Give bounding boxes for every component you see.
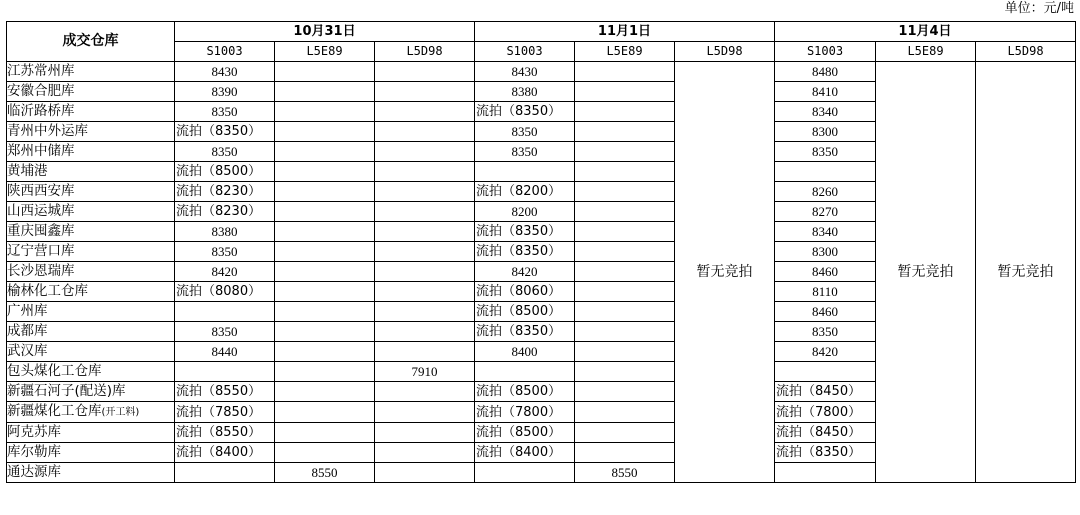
price-cell xyxy=(375,142,475,162)
code-header: L5D98 xyxy=(675,42,775,62)
price-cell xyxy=(275,202,375,222)
warehouse-name-text: 江苏常州库 xyxy=(7,63,75,79)
warehouse-name-text: 青州中外运库 xyxy=(7,123,88,139)
price-cell: 8380 xyxy=(475,82,575,102)
price-cell xyxy=(575,62,675,82)
price-cell xyxy=(375,382,475,402)
warehouse-name xyxy=(7,242,175,262)
warehouse-name-text: 郑州中储库 xyxy=(7,143,75,159)
price-cell: 流拍（8350） xyxy=(175,122,275,142)
no-bid-cell: 暂无竞拍 xyxy=(976,62,1076,483)
price-cell: 8350 xyxy=(475,122,575,142)
price-cell: 8430 xyxy=(175,62,275,82)
price-cell xyxy=(175,362,275,382)
price-cell: 流拍（8400） xyxy=(175,443,275,463)
warehouse-name xyxy=(7,443,175,463)
price-cell xyxy=(475,362,575,382)
code-header: L5E89 xyxy=(275,42,375,62)
price-cell: 8270 xyxy=(775,202,876,222)
price-cell xyxy=(275,222,375,242)
price-cell xyxy=(575,423,675,443)
price-cell: 8350 xyxy=(175,322,275,342)
price-cell xyxy=(575,302,675,322)
price-cell xyxy=(375,162,475,182)
code-header: L5E89 xyxy=(575,42,675,62)
price-cell xyxy=(475,162,575,182)
warehouse-name-text: 山西运城库 xyxy=(7,203,75,219)
price-cell xyxy=(475,463,575,483)
price-cell xyxy=(375,102,475,122)
warehouse-name xyxy=(7,302,175,322)
price-cell: 8550 xyxy=(275,463,375,483)
price-cell: 8460 xyxy=(775,262,876,282)
price-cell: 流拍（7850） xyxy=(175,402,275,423)
code-header: S1003 xyxy=(175,42,275,62)
price-cell: 8350 xyxy=(175,102,275,122)
price-cell xyxy=(575,82,675,102)
price-cell: 8200 xyxy=(475,202,575,222)
date-header: 11月1日 xyxy=(475,22,775,42)
price-cell: 8420 xyxy=(175,262,275,282)
price-cell: 流拍（8350） xyxy=(475,322,575,342)
warehouse-name-text: 阿克苏库 xyxy=(7,424,61,440)
warehouse-name-text: 临沂路桥库 xyxy=(7,103,75,119)
price-cell xyxy=(275,262,375,282)
price-cell: 8420 xyxy=(475,262,575,282)
price-cell xyxy=(375,242,475,262)
price-cell xyxy=(375,322,475,342)
price-cell xyxy=(575,102,675,122)
price-cell xyxy=(275,82,375,102)
warehouse-name-text: 广州库 xyxy=(7,303,48,319)
price-cell xyxy=(575,202,675,222)
warehouse-name xyxy=(7,222,175,242)
warehouse-name xyxy=(7,362,175,382)
price-cell: 8380 xyxy=(175,222,275,242)
no-bid-cell: 暂无竞拍 xyxy=(675,62,775,483)
price-cell xyxy=(375,282,475,302)
price-cell: 8390 xyxy=(175,82,275,102)
price-cell: 流拍（8450） xyxy=(775,423,876,443)
price-cell: 8350 xyxy=(775,322,876,342)
price-cell xyxy=(575,362,675,382)
price-cell: 8350 xyxy=(775,142,876,162)
date-header: 11月4日 xyxy=(775,22,1076,42)
price-cell xyxy=(575,402,675,423)
price-cell: 8300 xyxy=(775,242,876,262)
warehouse-name xyxy=(7,322,175,342)
price-cell xyxy=(375,202,475,222)
price-cell xyxy=(575,382,675,402)
price-cell xyxy=(275,162,375,182)
price-cell: 8260 xyxy=(775,182,876,202)
price-cell xyxy=(575,322,675,342)
price-cell xyxy=(275,122,375,142)
price-cell: 流拍（8500） xyxy=(175,162,275,182)
price-cell xyxy=(575,342,675,362)
warehouse-name-text: 榆林化工仓库 xyxy=(7,283,88,299)
price-cell: 7910 xyxy=(375,362,475,382)
price-cell xyxy=(375,122,475,142)
price-cell xyxy=(375,402,475,423)
price-cell xyxy=(175,463,275,483)
price-cell: 流拍（8550） xyxy=(175,382,275,402)
price-cell: 8480 xyxy=(775,62,876,82)
price-cell xyxy=(375,262,475,282)
date-header-row xyxy=(7,22,1076,42)
price-cell xyxy=(275,282,375,302)
price-cell xyxy=(575,282,675,302)
price-cell xyxy=(375,62,475,82)
price-cell xyxy=(275,382,375,402)
price-cell: 流拍（8080） xyxy=(175,282,275,302)
price-cell: 8420 xyxy=(775,342,876,362)
price-cell xyxy=(275,302,375,322)
auction-price-table xyxy=(6,21,1076,483)
warehouse-name-text: 安徽合肥库 xyxy=(7,83,75,99)
price-cell xyxy=(375,82,475,102)
warehouse-name xyxy=(7,182,175,202)
code-header: S1003 xyxy=(775,42,876,62)
price-cell xyxy=(575,262,675,282)
warehouse-name xyxy=(7,463,175,483)
price-cell xyxy=(275,362,375,382)
warehouse-header: 成交仓库 xyxy=(7,22,175,62)
price-cell xyxy=(575,443,675,463)
warehouse-name xyxy=(7,62,175,82)
code-header: L5E89 xyxy=(876,42,976,62)
price-cell: 流拍（8350） xyxy=(475,222,575,242)
code-header: S1003 xyxy=(475,42,575,62)
price-cell xyxy=(775,463,876,483)
price-cell: 8350 xyxy=(175,142,275,162)
warehouse-name-text: 重庆囤鑫库 xyxy=(7,223,75,239)
price-cell xyxy=(275,342,375,362)
warehouse-name-text: 包头煤化工仓库 xyxy=(7,363,102,379)
warehouse-name xyxy=(7,122,175,142)
price-cell xyxy=(375,222,475,242)
price-cell: 8430 xyxy=(475,62,575,82)
price-cell xyxy=(575,182,675,202)
warehouse-name xyxy=(7,423,175,443)
price-cell xyxy=(575,242,675,262)
warehouse-name-text: 库尔勒库 xyxy=(7,444,61,460)
price-cell: 流拍（8350） xyxy=(475,242,575,262)
price-cell: 8350 xyxy=(175,242,275,262)
price-cell xyxy=(375,443,475,463)
price-cell: 流拍（7800） xyxy=(775,402,876,423)
price-cell: 8440 xyxy=(175,342,275,362)
price-cell xyxy=(775,162,876,182)
code-header: L5D98 xyxy=(375,42,475,62)
warehouse-name xyxy=(7,402,175,423)
price-cell: 流拍（8500） xyxy=(475,302,575,322)
price-cell: 8410 xyxy=(775,82,876,102)
price-cell: 流拍（8350） xyxy=(475,102,575,122)
warehouse-note: (开工料) xyxy=(101,407,140,418)
date-header: 10月31日 xyxy=(175,22,475,42)
warehouse-name-text: 新疆煤化工仓库 xyxy=(7,403,102,419)
price-cell xyxy=(175,302,275,322)
price-cell xyxy=(575,222,675,242)
price-cell xyxy=(575,122,675,142)
price-cell xyxy=(275,443,375,463)
price-cell: 流拍（8400） xyxy=(475,443,575,463)
price-cell xyxy=(375,302,475,322)
price-cell: 流拍（8450） xyxy=(775,382,876,402)
price-cell: 8340 xyxy=(775,102,876,122)
warehouse-name xyxy=(7,142,175,162)
warehouse-name-text: 辽宁营口库 xyxy=(7,243,75,259)
warehouse-name xyxy=(7,102,175,122)
price-cell xyxy=(275,62,375,82)
price-cell xyxy=(375,182,475,202)
price-cell: 流拍（8060） xyxy=(475,282,575,302)
price-cell: 流拍（8230） xyxy=(175,182,275,202)
price-cell: 流拍（8500） xyxy=(475,382,575,402)
price-cell xyxy=(275,242,375,262)
price-cell: 8300 xyxy=(775,122,876,142)
price-cell xyxy=(575,142,675,162)
warehouse-name-text: 陕西西安库 xyxy=(7,183,75,199)
warehouse-name xyxy=(7,262,175,282)
price-cell: 8400 xyxy=(475,342,575,362)
price-cell: 流拍（7800） xyxy=(475,402,575,423)
warehouse-name-text: 黄埔港 xyxy=(7,163,48,179)
table-body xyxy=(7,62,1076,483)
price-cell: 流拍（8500） xyxy=(475,423,575,443)
price-cell xyxy=(575,162,675,182)
price-cell xyxy=(775,362,876,382)
warehouse-name-text: 通达源库 xyxy=(7,464,61,480)
warehouse-name xyxy=(7,162,175,182)
price-cell xyxy=(275,322,375,342)
warehouse-name xyxy=(7,382,175,402)
price-cell xyxy=(275,402,375,423)
price-cell xyxy=(275,102,375,122)
price-cell: 流拍（8230） xyxy=(175,202,275,222)
price-cell: 流拍（8200） xyxy=(475,182,575,202)
warehouse-name xyxy=(7,342,175,362)
table-row xyxy=(7,62,1076,82)
price-cell: 8550 xyxy=(575,463,675,483)
price-cell xyxy=(375,423,475,443)
price-cell xyxy=(375,463,475,483)
price-cell xyxy=(275,182,375,202)
price-cell: 8350 xyxy=(475,142,575,162)
price-cell: 8110 xyxy=(775,282,876,302)
warehouse-name xyxy=(7,82,175,102)
price-cell: 8460 xyxy=(775,302,876,322)
price-cell: 8340 xyxy=(775,222,876,242)
warehouse-name xyxy=(7,202,175,222)
price-cell: 流拍（8350） xyxy=(775,443,876,463)
price-cell xyxy=(375,342,475,362)
warehouse-name-text: 长沙恩瑞库 xyxy=(7,263,75,279)
warehouse-name-text: 新疆石河子(配送)库 xyxy=(7,383,126,399)
price-cell xyxy=(275,142,375,162)
warehouse-name xyxy=(7,282,175,302)
warehouse-name-text: 武汉库 xyxy=(7,343,48,359)
price-cell: 流拍（8550） xyxy=(175,423,275,443)
price-cell xyxy=(275,423,375,443)
no-bid-cell: 暂无竞拍 xyxy=(876,62,976,483)
unit-label: 单位：元/吨 xyxy=(1004,1,1074,16)
code-header: L5D98 xyxy=(976,42,1076,62)
warehouse-name-text: 成都库 xyxy=(7,323,48,339)
